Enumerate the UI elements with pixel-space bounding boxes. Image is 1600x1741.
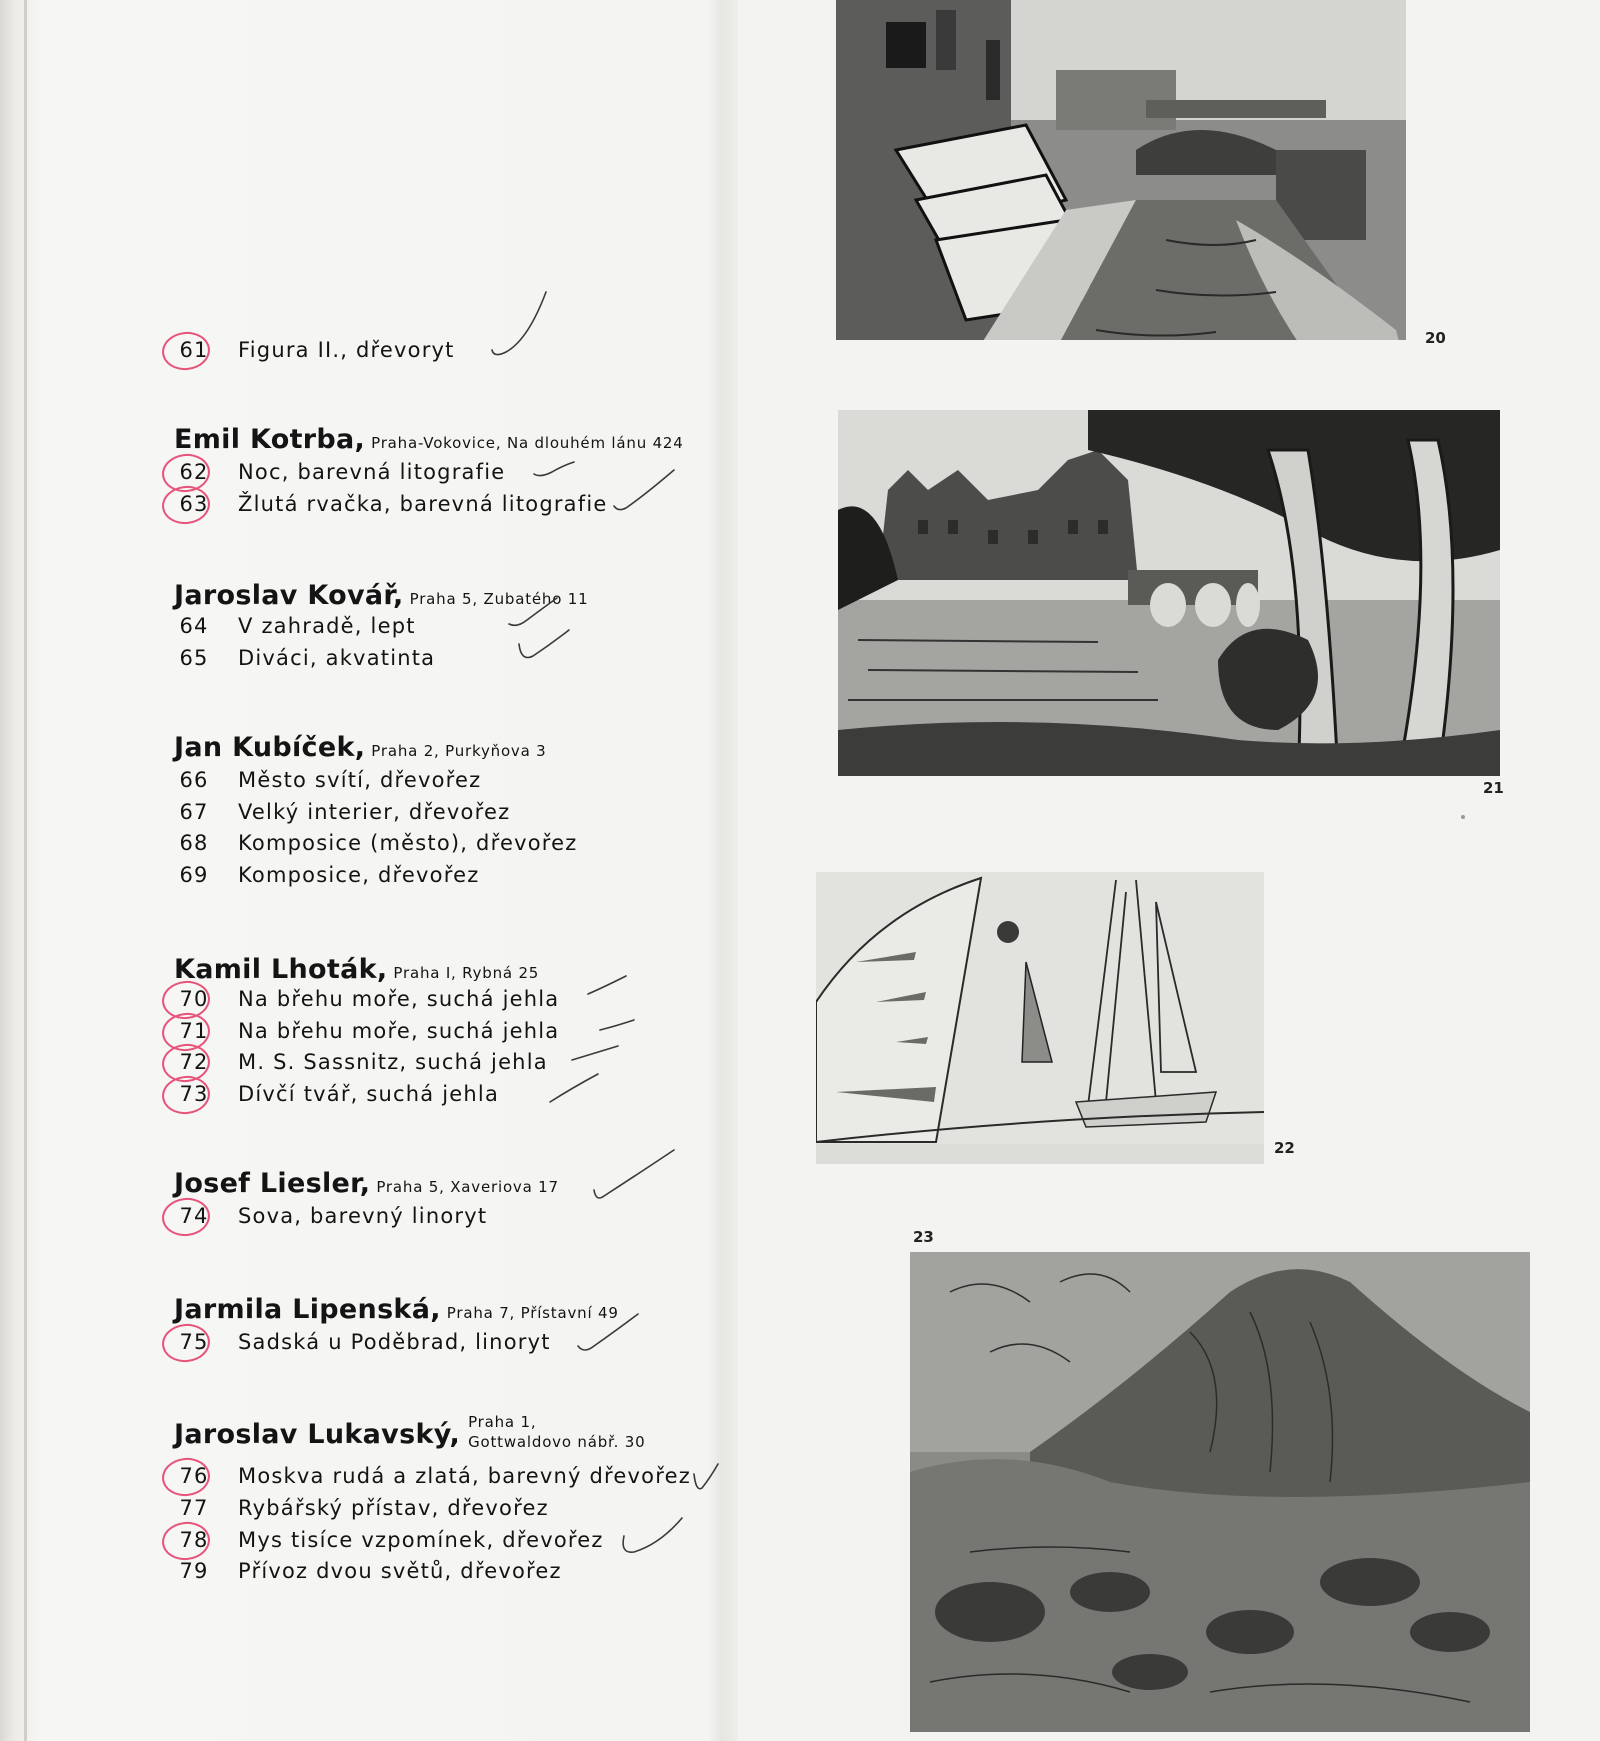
artist-heading [174,1412,645,1450]
artist-name: Josef Liesler, [174,1168,371,1199]
entry-number: 78 [179,1528,209,1552]
artist-address: Praha-Vokovice, Na dlouhém lánu 424 [371,434,684,452]
illustration-number: 20 [1425,329,1446,347]
entry-number: 76 [179,1464,209,1488]
artist-name: Jaroslav Lukavský, [174,1419,461,1450]
pencil-check-icon [515,626,575,666]
entry-title: Dívčí tvář, suchá jehla [238,1082,500,1106]
entry-number: 65 [179,646,209,670]
pencil-check-icon [530,458,580,480]
illustration-number: 22 [1274,1139,1295,1157]
entry-title: Rybářský přístav, dřevořez [238,1496,549,1520]
artist-address [468,1412,645,1452]
illustration-sailboats [816,872,1264,1164]
artist-heading [174,732,547,763]
artist-address: Praha 7, Přístavní 49 [446,1304,619,1322]
artist-heading [174,424,684,455]
entry-number: 69 [179,863,209,887]
artist-address-line1: Praha 1, [468,1413,537,1431]
artist-address: Praha 5, Xaveriova 17 [376,1178,559,1196]
pencil-check-icon [546,1070,606,1110]
entry-number: 72 [179,1050,209,1074]
entry-title: Sadská u Poděbrad, linoryt [238,1330,551,1354]
entry-title: Komposice, dřevořez [238,863,480,887]
entry-title: Sova, barevný linoryt [238,1204,488,1228]
entry-number: 77 [179,1496,209,1520]
entry-number: 71 [179,1019,209,1043]
entry-number: 68 [179,831,209,855]
entry-number: 79 [179,1559,209,1583]
entry-number: 70 [179,987,209,1011]
pencil-check-icon [584,972,634,1002]
entry-title: Diváci, akvatinta [238,646,436,670]
pencil-check-icon [568,1042,624,1068]
paper-speck [1461,815,1465,819]
illustration-castle [838,410,1500,776]
artist-name: Jaroslav Kovář, [174,580,404,611]
artist-address: Praha I, Rybná 25 [393,964,540,982]
entry-title: M. S. Sassnitz, suchá jehla [238,1050,548,1074]
artist-name: Emil Kotrba, [174,424,366,455]
artist-heading [174,954,539,985]
entry-number: 67 [179,800,209,824]
illustration-number: 23 [913,1228,934,1246]
illustration-number: 21 [1483,779,1504,797]
illustration-canal [836,0,1406,368]
pencil-check-icon [590,1146,680,1206]
pencil-check-icon [596,1016,640,1038]
entry-title: Noc, barevná litografie [238,460,506,484]
binding-edge [24,0,27,1741]
artist-name: Jarmila Lipenská, [174,1294,441,1325]
artist-address: Praha 2, Purkyňova 3 [371,742,547,760]
entry-title: Na břehu moře, suchá jehla [238,1019,560,1043]
pencil-check-icon [690,1460,724,1496]
entry-title: Figura II., dřevoryt [238,338,455,362]
entry-number: 63 [179,492,209,516]
pencil-check-icon [618,1514,688,1560]
entry-number: 62 [179,460,209,484]
entry-number: 74 [179,1204,209,1228]
entry-title: Město svítí, dřevořez [238,768,482,792]
entry-number: 66 [179,768,209,792]
illustration-hill-cattle [910,1252,1530,1732]
pencil-check-icon [574,1310,644,1360]
entry-number: 64 [179,614,209,638]
artist-name: Kamil Lhoták, [174,954,388,985]
artist-heading [174,1294,619,1325]
pencil-check-icon [610,466,680,516]
entry-title: Žlutá rvačka, barevná litografie [238,492,608,516]
entry-title: Na břehu moře, suchá jehla [238,987,560,1011]
entry-title: V zahradě, lept [238,614,416,638]
artist-heading [174,1168,559,1199]
entry-number: 61 [179,338,209,362]
entry-number: 73 [179,1082,209,1106]
artist-address-line2: Gottwaldovo nábř. 30 [468,1433,646,1451]
artist-name: Jan Kubíček, [174,732,366,763]
entry-number: 75 [179,1330,209,1354]
entry-title: Moskva rudá a zlatá, barevný dřevořez [238,1464,691,1488]
entry-title: Mys tisíce vzpomínek, dřevořez [238,1528,604,1552]
entry-title: Komposice (město), dřevořez [238,831,578,855]
artist-address: Praha 5, Zubatého 11 [409,590,589,608]
entry-title: Velký interier, dřevořez [238,800,511,824]
pencil-check-icon [488,290,568,368]
entry-title: Přívoz dvou světů, dřevořez [238,1559,562,1583]
